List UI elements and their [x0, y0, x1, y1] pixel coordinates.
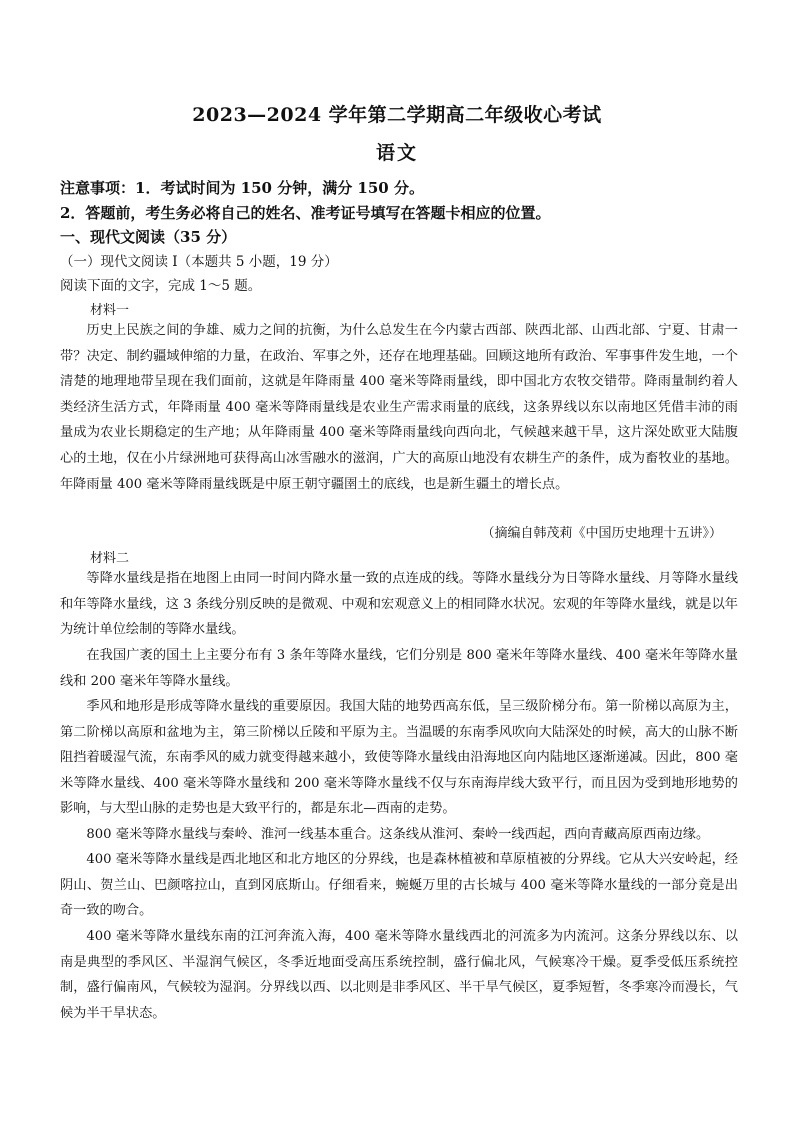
material-1-label: 材料一 [90, 303, 130, 318]
exam-subject: 语文 [375, 142, 418, 164]
material-2-paragraph: 400 毫米等降水量线东南的江河奔流入海，400 毫米等降水量线西北的河流多为内流河。这条分界线以东、以南是典型的季风区、半湿润气候区，冬季近地面受高压系统控制，盛行偏北风，气候寒冷干燥。夏季受低压系统控制，盛行偏南风，气候较为湿润。分界线以西、以北则是非季风区、半干旱气候区，夏季短暂，冬季寒冷而漫长，气候为半干旱状态。 [60, 929, 738, 1021]
notes-line-2: 2．答题前，考生务必将自己的姓名、准考证号填写在答题卡相应的位置。 [60, 204, 551, 222]
exam-title: 2023—2024 学年第二学期高二年级收心考试 [192, 104, 602, 126]
material-1-source: （摘编自韩茂莉《中国历史地理十五讲》） [481, 526, 722, 541]
material-2-paragraph: 400 毫米等降水量线是西北地区和北方地区的分界线，也是森林植被和草原植被的分界线。它从大兴安岭起，经阴山、贺兰山、巴颜喀拉山，直到冈底斯山。仔细看来，蜿蜒万里的古长城与 400 毫米等降水量线的一部分竟是出奇一致的吻合。 [60, 852, 738, 919]
material-2-paragraph: 季风和地形是形成等降水量线的重要原因。我国大陆的地势西高东低，呈三级阶梯分布。第一阶梯以高原为主，第二阶梯以高原和盆地为主，第三阶梯以丘陵和平原为主。当温暖的东南季风吹向大陆深处的时候，高大的山脉不断阻挡着暖湿气流，东南季风的威力就变得越来越小，致使等降水量线由沿海地区向内陆地区逐渐递减。因此，800 毫米等降水量线、400 毫米等降水量线和 200 毫米等降水量线不仅与东南海岸线大致平行，而且因为受到地形地势的影响，与大型山脉的走势也是大致平行的，都是东北—西南的走势。 [60, 699, 738, 817]
material-2-paragraph: 在我国广袤的国土上主要分布有 3 条年等降水量线，它们分别是 800 毫米年等降水量线、400 毫米年等降水量线和 200 毫米年等降水量线。 [60, 648, 738, 689]
notes-line-1: 注意事项：1．考试时间为 150 分钟，满分 150 分。 [60, 179, 424, 197]
material-2-paragraph: 等降水量线是指在地图上由同一时间内降水量一致的点连成的线。等降水量线分为日等降水量线、月等降水量线和年等降水量线，这 3 条线分别反映的是微观、中观和宏观意义上的相同降水状况。宏观的年等降水量线，就是以年为统计单位绘制的等降水量线。 [60, 571, 738, 638]
section-heading: 一、现代文阅读（35 分） [60, 228, 237, 246]
material-1-paragraph: 历史上民族之间的争雄、威力之间的抗衡，为什么总发生在今内蒙古西部、陕西北部、山西北部、宁夏、甘肃一带？决定、制约疆域伸缩的力量，在政治、军事之外，还存在地理基础。回顾这地所有政治、军事事件发生地，一个清楚的地理地带呈现在我们面前，这就是年降雨量 400 毫米等降雨量线，即中国北方农牧交错带。降雨量制约着人类经济生活方式，年降雨量 400 毫米等降雨量线是农业生产需求雨量的底线，这条界线以东以南地区凭借丰沛的雨量成为农业长期稳定的生产地；从年降雨量 400 毫米等降雨量线向西向北，气候越来越干旱，这片深处欧亚大陆腹心的土地，仅在小片绿洲地可获得高山冰雪融水的滋润，广大的高原山地没有农耕生产的条件，成为畜牧业的基地。年降雨量 400 毫米等降雨量线既是中原王朝守疆圉土的底线，也是新生疆土的增长点。 [60, 323, 738, 492]
reading-instruction: 阅读下面的文字，完成 1～5 题。 [60, 278, 262, 294]
material-2-paragraph: 800 毫米等降水量线与秦岭、淮河一线基本重合。这条线从淮河、秦岭一线西起，西向青藏高原西南边缘。 [86, 827, 710, 842]
section-subheading: （一）现代文阅读 I（本题共 5 小题，19 分） [60, 254, 338, 270]
material-2-label: 材料二 [90, 551, 130, 566]
